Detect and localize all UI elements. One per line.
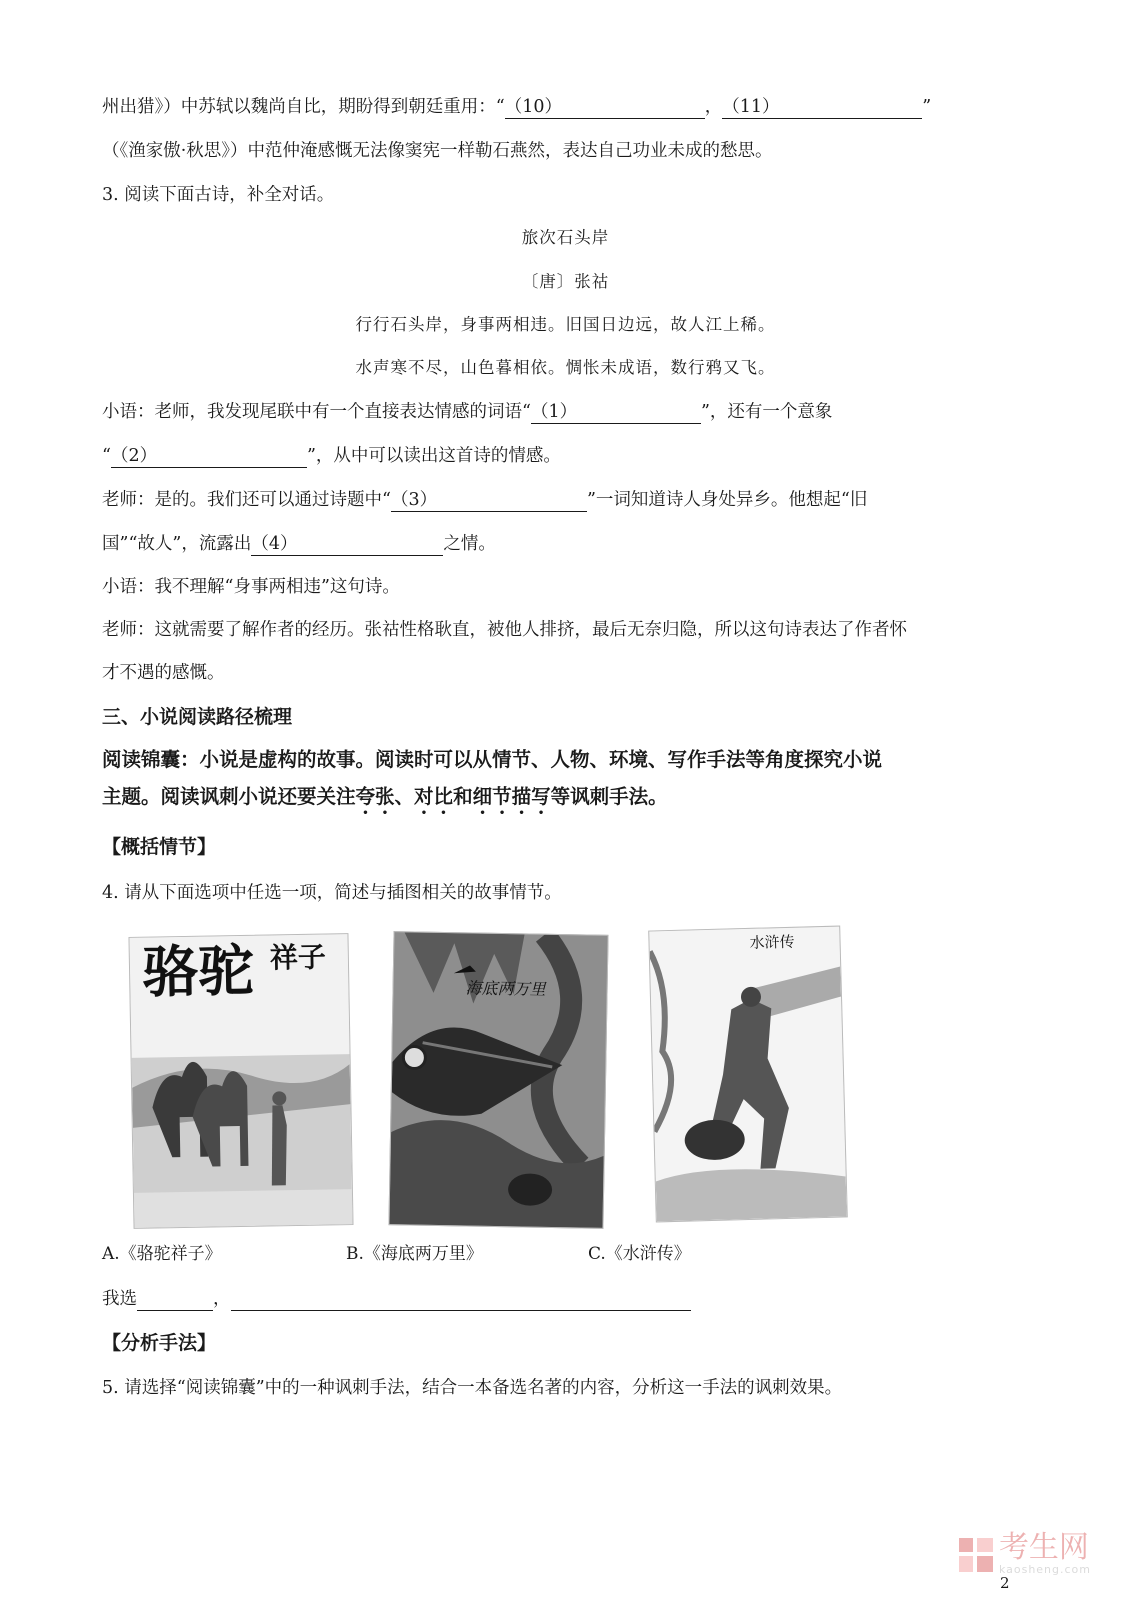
answer-blank-2[interactable]: （2） xyxy=(111,445,307,468)
answer-blank-11[interactable]: （11） xyxy=(722,96,922,119)
answer-label: 我选 xyxy=(102,1289,137,1309)
q2-text: 州出猎》）中苏轼以魏尚自比，期盼得到朝廷重用：“ xyxy=(102,97,505,117)
option-a[interactable]: A.《骆驼祥子》 xyxy=(102,1244,222,1264)
watermark-url: kaosheng.com xyxy=(998,1563,1091,1576)
fighting-heroes-illustration-icon xyxy=(649,927,847,1222)
watermark-text: 考生网 xyxy=(998,1530,1089,1565)
dialogue-line-4: 国”“故人”，流露出（4） 之情。 xyxy=(102,534,496,554)
dialogue-line-3: 老师：是的。我们还可以通过诗题中“（3） ”一词知道诗人身处异乡。他想起“旧 xyxy=(102,490,868,510)
reading-tip-line-1: 阅读锦囊：小说是虚构的故事。阅读时可以从情节、人物、环境、写作手法等角度探究小说 xyxy=(102,748,883,771)
answer-line: 我选 ， xyxy=(102,1286,691,1312)
q5-prompt: 5. 请选择“阅读锦囊”中的一种讽刺手法，结合一本备选名著的内容，分析这一手法的讽刺效果。 xyxy=(102,1378,843,1398)
q3-prompt: 3. 阅读下面古诗，补全对话。 xyxy=(102,185,335,205)
emphasis-detail: 细节描写 xyxy=(472,785,551,808)
dialogue-line-1: 小语：老师，我发现尾联中有一个直接表达情感的词语“（1） ”，还有一个意象 xyxy=(102,402,833,422)
dialogue-line-2: “（2） ”，从中可以读出这首诗的情感。 xyxy=(102,446,561,466)
answer-blank-10[interactable]: （10） xyxy=(505,96,705,119)
q2-line-2: （《渔家傲·秋思》）中范仲淹感慨无法像窦宪一样勒石燕然，表达自己功业未成的愁思。 xyxy=(102,141,773,161)
reading-tip-line-2: 主题。阅读讽刺小说还要关注夸张、对比和细节描写等讽刺手法。 xyxy=(102,785,668,808)
answer-blank-3[interactable]: （3） xyxy=(391,489,587,512)
subheading-plot: 【概括情节】 xyxy=(102,836,217,858)
option-b[interactable]: B.《海底两万里》 xyxy=(346,1244,483,1264)
illustration-twenty-thousand-leagues xyxy=(388,931,608,1229)
emphasis-contrast: 对比 xyxy=(414,785,454,808)
submarine-squid-illustration-icon xyxy=(389,932,607,1228)
option-c[interactable]: C.《水浒传》 xyxy=(588,1244,691,1264)
answer-choice-blank[interactable] xyxy=(137,1288,213,1311)
illustration-title-big: 骆驼 xyxy=(141,938,255,1006)
dialogue-line-6: 老师：这就需要了解作者的经历。张祜性格耿直，被他人排挤，最后无奈归隐，所以这句诗表达了作者怀 xyxy=(102,620,907,640)
q4-prompt: 4. 请从下面选项中任选一项，简述与插图相关的故事情节。 xyxy=(102,883,562,903)
section-heading: 三、小说阅读路径梳理 xyxy=(102,706,293,728)
illustration-title-small: 祥子 xyxy=(269,940,327,975)
illustration-camel-xiangzi xyxy=(128,933,353,1229)
answer-blank-1[interactable]: （1） xyxy=(531,401,701,424)
watermark xyxy=(959,1530,1091,1576)
illustration-water-margin xyxy=(648,926,848,1223)
answer-plot-blank[interactable] xyxy=(231,1288,691,1311)
emphasis-exaggeration: 夸张 xyxy=(355,785,395,808)
poem-title: 旅次石头岸 xyxy=(521,228,610,247)
illustration-title: 水浒传 xyxy=(749,932,795,952)
dialogue-line-7: 才不遇的感慨。 xyxy=(102,663,225,683)
illustration-title: 海底两万里 xyxy=(465,978,546,999)
subheading-technique: 【分析手法】 xyxy=(102,1332,217,1354)
watermark-logo-icon xyxy=(959,1538,993,1572)
answer-blank-4[interactable]: （4） xyxy=(251,533,443,556)
poem-line-2: 水声寒不尽，山色暮相依。惆怅未成语，数行鸦又飞。 xyxy=(355,358,776,377)
poem-line-1: 行行石头岸，身事两相违。旧国日边远，故人江上稀。 xyxy=(355,315,776,334)
page-number: 2 xyxy=(1000,1574,1010,1592)
poem-author: 〔唐〕张祜 xyxy=(521,272,610,291)
q2-line-1: 州出猎》）中苏轼以魏尚自比，期盼得到朝廷重用：“（10） ，（11） ” xyxy=(102,97,932,117)
dialogue-line-5: 小语：我不理解“身事两相违”这句诗。 xyxy=(102,577,400,597)
